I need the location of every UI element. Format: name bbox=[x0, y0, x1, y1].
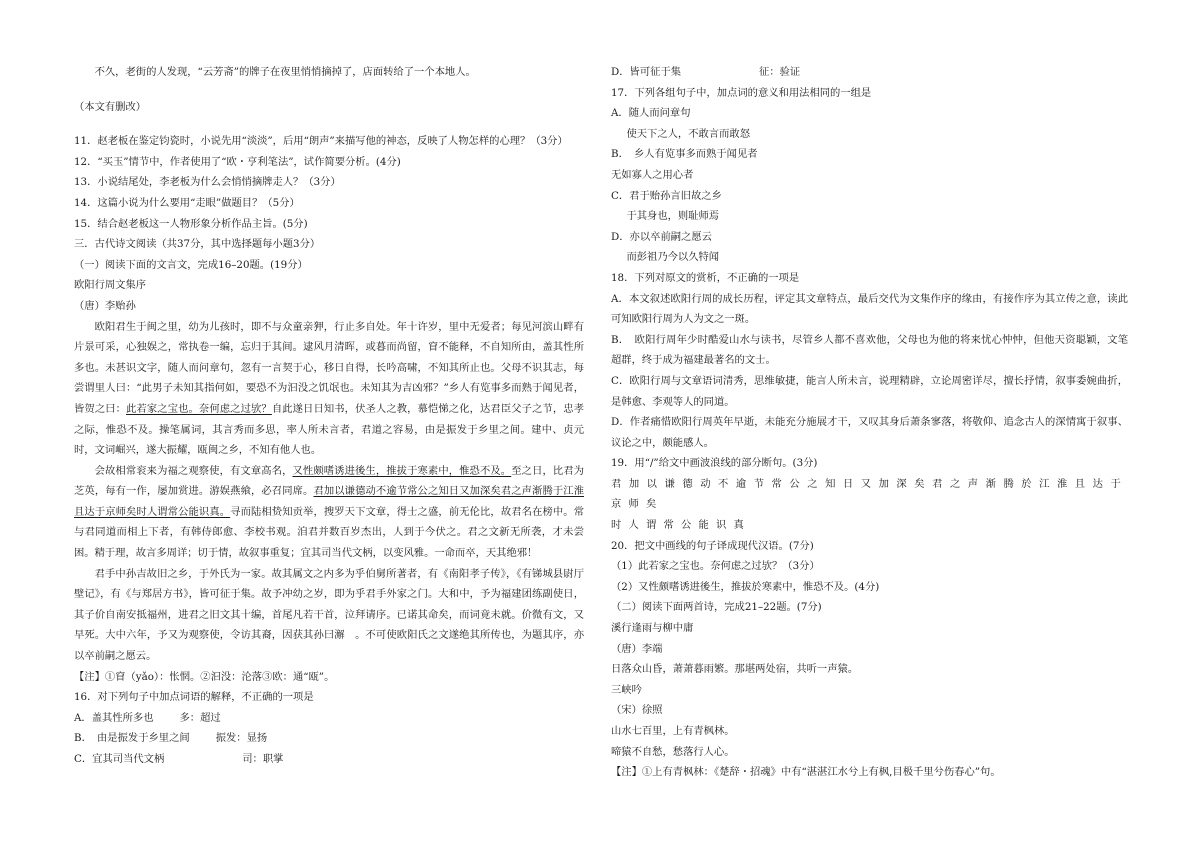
left-column bbox=[74, 62, 584, 770]
question-11: 11．赵老板在鉴定钧瓷时，小说先用“淡淡”，后用“朗声”来描写他的神态，反映了人物怎样的心理？（3分） bbox=[74, 135, 568, 148]
right-column bbox=[611, 62, 1128, 783]
question-17: 17．下列各组句子中，加点词的意义和用法相同的一组是 bbox=[611, 86, 872, 99]
q20-item-1: （1）此若家之宝也。奈何虑之过欤？（3分） bbox=[611, 560, 820, 573]
q17-option-c-pair: 于其身也，则耻师焉 bbox=[626, 210, 720, 223]
q16-option-c: C．宜其司当代文柄 司：职掌 bbox=[74, 753, 284, 765]
question-19: 19．用“/”给文中画波浪线的部分断句。(3分) bbox=[611, 457, 818, 470]
essay-paragraph-2: 会故相常衮来为福之观察使，有文章高名，又性颇嗜诱进後生，推拔于寒素中，惟恐不及。至之日，比君为芝英，每有一作，屡加赏进。游娱燕飨，必召同席。君加以谦德动不逾节常公之知日又加深矣君之声渐腾于江淮且达于京师矣时人谓常公能识真。寻而陆相贽知贡举，搜罗天下文章，得士之盛，前无伦比，故君名在榜中。常与君同道而相上下者，有韩侍郎愈、李校书观。洎君并数百岁杰出，人到于今伏之。君之文新无所袭，才未尝困。精于理，故言多周详；切于情，故叙事重复；宜其司当代文柄，以变风雅。一命而卒，天其绝邪！ bbox=[74, 464, 585, 560]
q16-option-d: D．皆可征于集 征：验证 bbox=[611, 66, 801, 78]
q17-option-d: D．亦以卒前嗣之愿云 bbox=[611, 230, 712, 243]
q17-option-b-pair: 无如寡人之用心者 bbox=[611, 168, 694, 181]
q16-option-a: A．盖其性所多也 多：超过 bbox=[74, 711, 221, 724]
q20-item-2: （2）又性颇嗜诱进後生，推拔於寒素中，惟恐不及。(4分) bbox=[611, 580, 880, 593]
adapted-note: （本文有删改） bbox=[74, 100, 147, 113]
q17-option-a-pair: 使天下之人，不敢言而敢怒 bbox=[626, 127, 750, 140]
poem-2-line-1: 山水七百里，上有青枫林。 bbox=[611, 725, 735, 737]
q17-option-a: A．随人而问章句 bbox=[611, 107, 691, 120]
q18-option-c: C．欧阳行周与文章语词清秀，思维敏捷，能言人所未言，说理精辟，立论周密详尽，擅长抒情，叙事委婉曲折，是韩愈、李观等人的同道。 bbox=[611, 374, 1128, 408]
question-14: 14．这篇小说为什么要用“走眼”做题目？（5分） bbox=[74, 196, 300, 209]
essay-paragraph-1: 欧阳君生于闽之里，幼为儿孩时，即不与众童亲狎，行止多自处。年十许岁，里中无爱者；每见河滨山畔有片景可采，心独娱之，常执卷一编，忘归于其间。逮风月清晖，或暮而尚留，窅不能释，不自知所由，盖其性所多也。未甚识文字，随人而问章句，忽有一言契于心，移日自得，长吟高啸，不知其所止也。父母不识其志，每尝谓里人曰：“此男子未知其指何如，要恐不为汩没之饥氓也。未知其为吉凶邪？”乡人有览事多而熟于闻见者，皆贺之曰：此若家之宝也。奈何虑之过欤？自此遂日日知书，伏圣人之教，慕恺悌之化，达君臣父子之节，忠孝之际，惟恐不及。操笔属词，其言秀而多思，率人所未言者，君道之容易，由是振发于乡里之间。建中、贞元时，文词崛兴，遂大振耀，瓯闽之乡，不知有他人也。 bbox=[74, 320, 585, 457]
poem-annotation: 【注】①上有青枫林：《楚辞・招魂》中有“湛湛江水兮上有枫,目极千里兮伤春心”句。 bbox=[611, 766, 1001, 779]
question-18: 18．下列对原文的赏析，不正确的一项是 bbox=[611, 271, 800, 284]
q16-option-b: B． 由是振发于乡里之间 振发：显扬 bbox=[74, 732, 268, 745]
q19-segment-line-1: 君加以谦德动不逾节常公之知日又加深矣君之声渐腾於江淮且达于京师矣 bbox=[611, 477, 1128, 511]
question-12: 12．“买玉”情节中，作者使用了“欧・亨利笔法”，试作简要分析。(4分) bbox=[74, 155, 401, 168]
q18-option-d: D．作者痛惜欧阳行周英年早逝，未能充分施展才干，又叹其身后萧条寥落，将敬仰、追念古人的深情寓于叙事、议论之中，颇能感人。 bbox=[611, 416, 1128, 449]
q18-option-b: B． 欧阳行周年少时酷爱山水与读书，尽管乡人都不喜欢他，父母也为他的将来忧心忡忡，但他天资聪颖，文笔超群，终于成为福建最著名的文士。 bbox=[611, 333, 1128, 367]
q17-option-b: B． 乡人有览事多而熟于闻见者 bbox=[611, 148, 758, 161]
poetry-section-heading: （二）阅读下面两首诗，完成21–22题。(7分) bbox=[611, 601, 822, 614]
poem-1-text: 日落众山昏，萧萧暮雨繁。那堪两处宿，共听一声猿。 bbox=[611, 663, 859, 676]
q19-segment-line-2: 时人谓常公能识真 bbox=[611, 519, 751, 532]
story-ending: 不久，老街的人发现，“云芳斋”的牌子在夜里悄悄摘掉了，店面转给了一个本地人。 bbox=[94, 66, 476, 78]
question-20: 20．把文中画线的句子译成现代汉语。(7分) bbox=[611, 539, 814, 552]
poem-2-line-2: 啼猿不自愁，愁落行人心。 bbox=[611, 745, 735, 758]
poem-2-title: 三峡吟 bbox=[611, 683, 642, 696]
question-16: 16．对下列句子中加点词语的解释，不正确的一项是 bbox=[74, 691, 314, 704]
q17-option-c: C．君于贻孙言旧故之乡 bbox=[611, 189, 722, 202]
question-13: 13．小说结尾处，李老板为什么会悄悄摘牌走人？（3分） bbox=[74, 176, 341, 189]
underlined-sentence-2: 又性颇嗜诱进後生，推拔于寒素中，惟恐不及。 bbox=[292, 464, 512, 477]
poem-1-author: （唐）李端 bbox=[611, 642, 663, 655]
underlined-sentence-1: 此若家之宝也。奈何虑之过欤？ bbox=[126, 402, 272, 415]
essay-title: 欧阳行周文集序 bbox=[74, 279, 147, 292]
wavy-underlined-passage: 君加以谦德动不逾节常公之知日又加深矣君之声渐腾于江淮且达于京师矣时人谓常公能识真。 bbox=[74, 485, 585, 518]
annotation-note: 【注】①窅（yǎo）：怅惘。②汩没：沦落③欧：通“瓯”。 bbox=[74, 670, 335, 683]
poem-1-title: 溪行逢雨与柳中庸 bbox=[611, 622, 694, 635]
section-3-heading: 三．古代诗文阅读（共37分，其中选择题每小题3分） bbox=[74, 238, 321, 251]
essay-paragraph-3: 君手中孙吉故旧之乡，于外氏为一家。故其属文之内多为乎伯舅所著者，有《南阳孝子传》，《有锑城县尉厅壁记》，有《与郑居方书》，皆可征于集。故予冲幼之岁，即为乎君手外家之门。大和中，予为福建团练副使日，其子价自南安抵福州，进君之旧文其十编，首尾凡若干首，泣拜请序。已诺其命矣，而词竟未就。价微有文，又早死。大中六年，予又为观察使，令访其裔，因获其孙曰澥 。不可使欧阳氏之文遂绝其所传也，为题其序，亦以卒前嗣之愿云。 bbox=[74, 567, 584, 663]
essay-author: （唐）李贻孙 bbox=[74, 299, 136, 312]
q17-option-d-pair: 而彭祖乃今以久特闻 bbox=[626, 251, 720, 264]
section-3-1-heading: （一）阅读下面的文言文，完成16–20题。(19分） bbox=[74, 258, 308, 271]
question-15: 15．结合赵老板这一人物形象分析作品主旨。(5分) bbox=[74, 217, 308, 230]
q18-option-a: A．本文叙述欧阳行周的成长历程，评定其文章特点，最后交代为文集作序的缘由，有接作序为其立传之意，读此可知欧阳行周为人为文之一斑。 bbox=[611, 292, 1128, 326]
poem-2-author: （宋）徐照 bbox=[611, 704, 663, 717]
